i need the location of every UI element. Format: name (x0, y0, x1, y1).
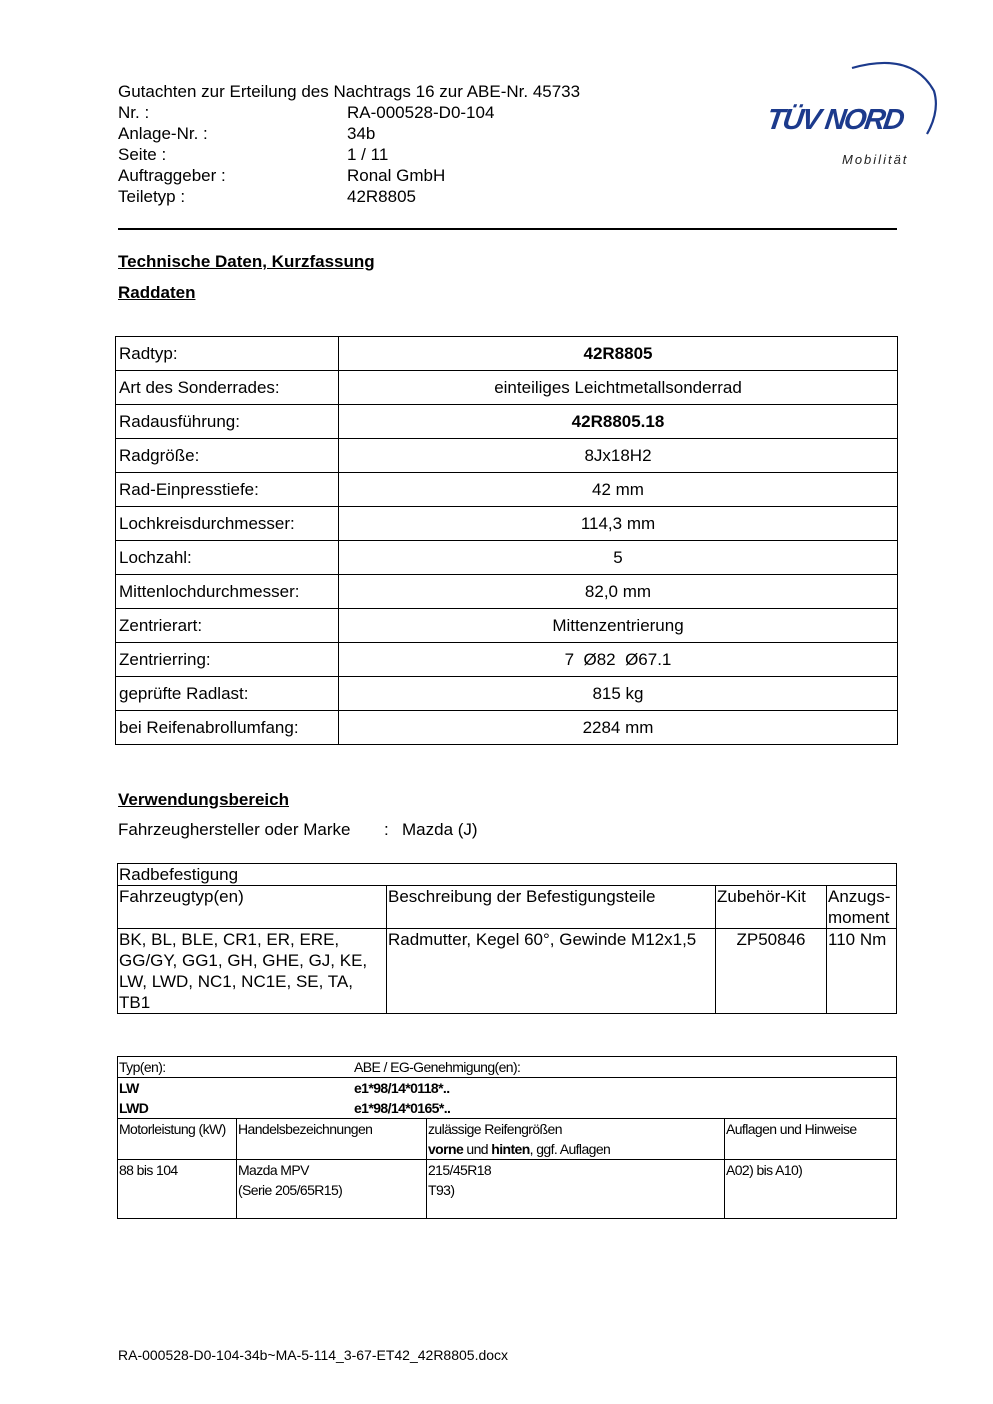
header-label: Nr. : (118, 103, 150, 122)
table-row (116, 643, 898, 677)
header-divider (118, 228, 897, 230)
accessory-kit: ZP50846 (716, 929, 827, 1014)
type-label: Typ(en): (119, 1059, 166, 1075)
header-row-nr (118, 102, 580, 123)
table-header-row (118, 1119, 897, 1160)
column-header: Motorleistung (kW) (118, 1119, 237, 1160)
column-header: Auflagen und Hinweise (725, 1119, 897, 1160)
table-value: 114,3 mm (339, 507, 898, 541)
section-subtitle: Raddaten (118, 283, 196, 302)
type-approvals (118, 1078, 897, 1119)
header-row-seite (118, 144, 580, 165)
header-value: 42R8805 (347, 187, 417, 206)
table-key: geprüfte Radlast: (116, 677, 339, 711)
footer-filename: RA-000528-D0-104-34b~MA-5-114_3-67-ET42_42R8805.docx (118, 1347, 509, 1363)
column-header: Handelsbezeichnungen (237, 1119, 427, 1160)
verwendung-title: Verwendungsbereich (118, 790, 289, 809)
table-row (118, 864, 897, 886)
table-value: 8Jx18H2 (339, 439, 898, 473)
table-row (116, 711, 898, 745)
front-label: vorne (428, 1141, 464, 1157)
fastening-description: Radmutter, Kegel 60°, Gewinde M12x1,5 (387, 929, 716, 1014)
radbefestigung-table (117, 863, 897, 1014)
table-value: einteiliges Leichtmetallsonderrad (339, 371, 898, 405)
manufacturer-line (118, 820, 478, 840)
header-row-anlage (118, 123, 580, 144)
rear-label: hinten (491, 1141, 530, 1157)
table-key: Radgröße: (116, 439, 339, 473)
approval-number: e1*98/14*0165*.. (354, 1100, 451, 1116)
table-row (116, 507, 898, 541)
torque: 110 Nm (827, 929, 897, 1014)
table-value: 42R8805.18 (339, 405, 898, 439)
manufacturer-colon: : (384, 820, 389, 839)
table-row (116, 337, 898, 371)
table-key: Art des Sonderrades: (116, 371, 339, 405)
tyre-sizes (427, 1160, 725, 1219)
table-key: Mittenlochdurchmesser: (116, 575, 339, 609)
table-value: 2284 mm (339, 711, 898, 745)
conditions-label: , ggf. Auflagen (529, 1141, 611, 1157)
tyre-size: 215/45R18 (428, 1162, 492, 1178)
engine-power: 88 bis 104 (118, 1160, 237, 1219)
table-key: bei Reifenabrollumfang: (116, 711, 339, 745)
table-key: Radausführung: (116, 405, 339, 439)
typen-table (117, 1056, 897, 1219)
header-label: Seite : (118, 145, 167, 164)
header-title: Gutachten zur Erteilung des Nachtrags 16 zur ABE-Nr. 45733 (118, 82, 581, 101)
table-row (116, 541, 898, 575)
header-value: RA-000528-D0-104 (347, 103, 495, 122)
column-header: Zubehör-Kit (716, 886, 827, 929)
trade-name-series: (Serie 205/65R15) (238, 1182, 343, 1198)
table-row (116, 575, 898, 609)
header-value: 34b (347, 124, 376, 143)
logo-brand: TÜV NORD (764, 104, 905, 136)
table-key: Zentrierart: (116, 609, 339, 643)
type-code: LWD (119, 1100, 149, 1116)
manufacturer-label: Fahrzeughersteller oder Marke (118, 820, 351, 839)
table-value: 815 kg (339, 677, 898, 711)
table-row (116, 677, 898, 711)
table-value: 42R8805 (339, 337, 898, 371)
table-row (118, 1057, 897, 1078)
type-code: LW (119, 1080, 139, 1096)
tyre-header: zulässige Reifengrößen (428, 1121, 562, 1137)
header-row-auftraggeber (118, 165, 580, 186)
trade-names (237, 1160, 427, 1219)
table-row (118, 1078, 897, 1119)
table-value: 82,0 mm (339, 575, 898, 609)
table-value: 42 mm (339, 473, 898, 507)
tuev-nord-logo (762, 56, 942, 174)
column-header (427, 1119, 725, 1160)
vehicle-types: BK, BL, BLE, CR1, ER, ERE, GG/GY, GG1, GH, GHE, GJ, KE, LW, LWD, NC1, NC1E, SE, TA, TB1 (118, 929, 387, 1014)
type-abe-header (118, 1057, 897, 1078)
table-value: 7 Ø82 Ø67.1 (339, 643, 898, 677)
table-header-row (118, 886, 897, 929)
table-row (116, 439, 898, 473)
header-value: Ronal GmbH (347, 166, 446, 185)
table-value: Mittenzentrierung (339, 609, 898, 643)
table-value: 5 (339, 541, 898, 575)
table-key: Rad-Einpresstiefe: (116, 473, 339, 507)
table-row (118, 929, 897, 1014)
table-row (118, 1160, 897, 1219)
trade-name: Mazda MPV (238, 1162, 309, 1178)
column-header: Beschreibung der Befestigungsteile (387, 886, 716, 929)
abe-label: ABE / EG-Genehmigung(en): (354, 1059, 521, 1075)
tyre-note: T93) (428, 1182, 455, 1198)
table-key: Zentrierring: (116, 643, 339, 677)
header-label: Teiletyp : (118, 187, 186, 206)
section-title: Technische Daten, Kurzfassung (118, 252, 375, 271)
table-row (116, 371, 898, 405)
column-header: Fahrzeugtyp(en) (118, 886, 387, 929)
header-value: 1 / 11 (347, 145, 389, 164)
manufacturer-value: Mazda (J) (402, 820, 478, 839)
table-key: Lochzahl: (116, 541, 339, 575)
notes: A02) bis A10) (725, 1160, 897, 1219)
header-row-teiletyp (118, 186, 580, 207)
table-row (116, 609, 898, 643)
approval-number: e1*98/14*0118*.. (354, 1080, 450, 1096)
document-header (118, 81, 580, 207)
and-label: und (463, 1141, 492, 1157)
table-key: Lochkreisdurchmesser: (116, 507, 339, 541)
table-key: Radtyp: (116, 337, 339, 371)
column-header: Anzugs-moment (827, 886, 897, 929)
header-label: Anlage-Nr. : (118, 124, 208, 143)
table-row (116, 473, 898, 507)
logo-subtitle: Mobilität (842, 152, 909, 167)
header-label: Auftraggeber : (118, 166, 226, 185)
table-row (116, 405, 898, 439)
table-title: Radbefestigung (118, 864, 897, 886)
raddaten-table (115, 336, 898, 745)
